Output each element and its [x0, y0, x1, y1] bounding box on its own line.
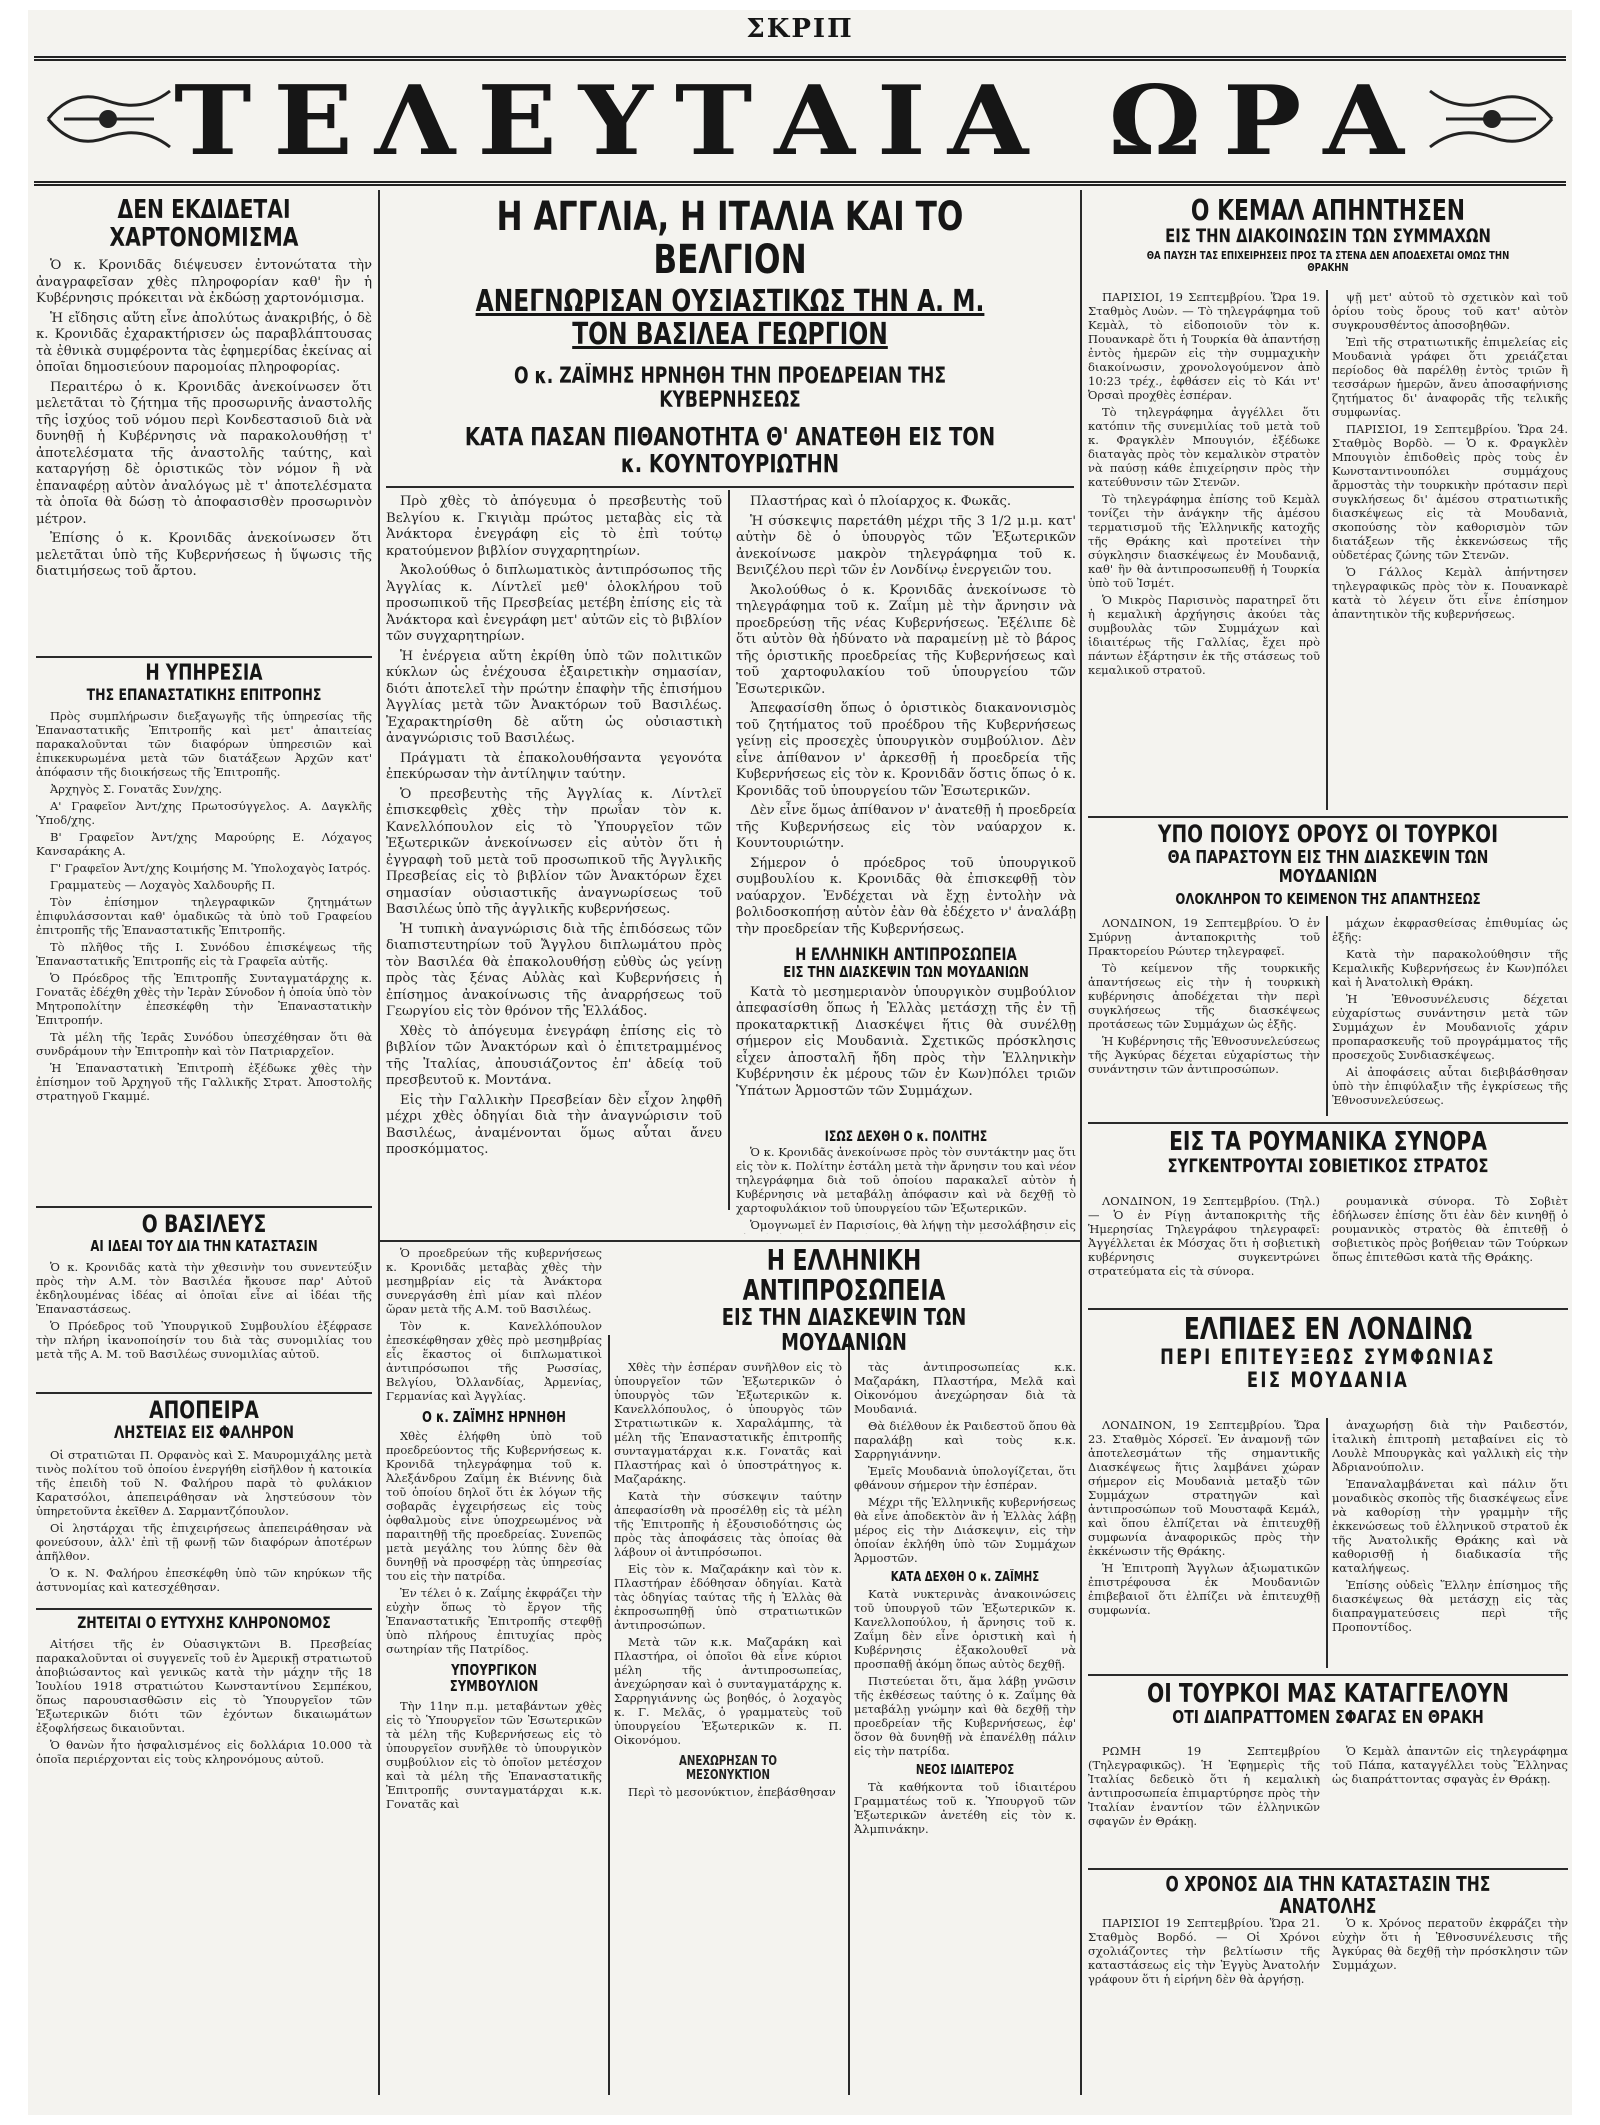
paragraph: Ὁ κ. Χρόνος περατοῦν ἐκφράζει τὴν εὐχὴν ὅτι ἡ Ἐθνοσυνέλευσις τῆς Ἀγκύρας θὰ δεχθῇ τὴν πρόσκλησιν τῶν Συμμάχων. [1332, 1916, 1568, 1972]
paragraph: Τὸ κείμενον τῆς τουρκικῆς ἀπαντήσεως εἰς τὴν ἡ τουρκικὴ κυβέρνησις ἀποδέχεται τὴν περὶ συγκλήσεως τῆς διασκέψεως προτάσεως τῶν Συμμάχων ὡς ἑξῆς. [1088, 961, 1320, 1031]
paragraph: Ὁ θανὼν ἦτο ἠσφαλισμένος εἰς δολλάρια 10.000 τὰ ὁποῖα περιέρχονται εἰς τοὺς κληρονόμους αὐτοῦ. [36, 1738, 372, 1767]
delegation-col2 [854, 1360, 1076, 2090]
paragraph: Β' Γραφεῖον Ἀντ/χης Μαρούρης Ε. Λόχαγος Κανσαράκης Α. [36, 830, 372, 859]
paragraph: Ἡ Κυβέρνησις τῆς Ἐθνοσυνελεύσεως τῆς Ἀγκύρας δέχεται εὐχαρίστως τὴν συνάντησιν τῶν ἀντιπροσώπων. [1088, 1034, 1320, 1076]
paragraph: Ἡ τυπικὴ ἀναγνώρισις διὰ τῆς ἐπιδόσεως τῶν διαπιστευτηρίων τοῦ Ἄγγλου διπλωμάτου πρὸς τὸν Βασιλέα θὰ ἐπακολουθήσῃ εὐθὺς ὡς γείνῃ πρὸς τὰς ξένας Αὐλὰς καὶ Κυβερνήσεις ἡ ἐπίσημος ἀνακοίνωσις τῆς ἀναρρήσεως τοῦ Γεωργίου εἰς τὸν θρόνον τῆς Ἑλλάδος. [386, 921, 722, 1019]
article-robbery-attempt [36, 1398, 372, 1603]
article-elections [1088, 2100, 1089, 2101]
paragraph: Ἡ Ἐπιτροπὴ Ἄγγλων ἀξιωματικῶν ἐπιστρέφουσα ἐκ Μουδανιῶν ἐπιβεβαιοῖ ὅτι ἐλπίζει νὰ ἐπιτευχθῇ συμφωνία. [1088, 1561, 1320, 1617]
article-no-paper-money [36, 196, 372, 651]
paragraph: Α' Γραφεῖον Ἀντ/χης Πρωτοσύγγελος. Α. Δαγκλῆς Ὑποδ/χης. [36, 799, 372, 828]
sub-headline: ΚΑΤΑ ΠΑΣΑΝ ΠΙΘΑΝΟΤΗΤΑ Θ' ΑΝΑΤΕΘΗ ΕΙΣ ΤΟΝ κ. ΚΟΥΝΤΟΥΡΙΩΤΗΝ [464, 421, 996, 478]
headline: ΕΙΣ ΤΗΝ ΔΙΑΣΚΕΨΙΝ ΤΩΝ ΜΟΥΔΑΝΙΩΝ [721, 1305, 967, 1356]
paragraph: Κατὰ νυκτερινὰς ἀνακοινώσεις τοῦ ὑπουργοῦ τῶν Ἐξωτερικῶν κ. Κανελλοπούλου, ἡ ἄρνησις τοῦ κ. Ζαΐμη δὲν εἶνε ὁριστικὴ καὶ ἡ Κυβέρνησις ἐξακολουθεῖ νὰ προσπαθῇ ἀκόμη ὅπως αὐτὸς δεχθῇ. [854, 1587, 1076, 1672]
article-body [854, 1360, 1076, 1565]
column-rule [1080, 190, 1082, 2095]
headline: ΕΙΣ ΤΗΝ ΔΙΑΚΟΙΝΩΣΙΝ ΤΩΝ ΣΥΜΜΑΧΩΝ [1165, 225, 1491, 248]
lead-article-col2 [736, 494, 1076, 1234]
paragraph: ΡΩΜΗ 19 Σεπτεμβρίου (Τηλεγραφικῶς). Ἡ Ἐφημερὶς τῆς Ἰταλίας δεδεικὸ ὅτι ἡ κεμαλικὴ ἀντιπροσωπεία ἐπιμαρτύρησε πρὸς τὴν Ἰταλίαν ἐναντίον τῶν ἑλληνικῶν σφαγῶν ἐν Θράκῃ. [1088, 1744, 1320, 1828]
section-rule [36, 1206, 372, 1208]
headline: ΥΠΟΥΡΓΙΚΟΝ ΣΥΜΒΟΥΛΙΟΝ [449, 1661, 539, 1696]
masthead-ornament-right-icon [1426, 83, 1556, 155]
paragraph: Οἱ ληστάρχαι τῆς ἐπιχειρήσεως ἀπεπειράθησαν νὰ φονεύσουν, ἀλλ' ἐπὶ τῇ φωνῇ τῶν διαφόρων ἀποτέρων ἀπῆλθον. [36, 1521, 372, 1564]
paragraph: Κατὰ τὴν παρακολούθησιν τῆς Κεμαλικῆς Κυβερνήσεως ἐν Κων)πόλει καὶ ἡ Ἀνατολικὴ Θράκη. [1332, 947, 1568, 989]
paragraph: Ἐπὶ τῆς στρατιωτικῆς ἐπιμελείας εἰς Μουδανιὰ γράφει ὅτι χρειάζεται περίοδος θὰ παρέλθῃ ἐντὸς τριῶν ἢ τεσσάρων ἡμερῶν, ἄνευ ἀποσαφήνισης ζητήματος δι' ἀναφορᾶς τῆς τελικῆς συμφωνίας. [1332, 335, 1568, 419]
paragraph: Εἰς τὸν κ. Μαζαράκην καὶ τὸν κ. Πλαστήραν ἐδόθησαν ὁδηγίαι. Κατὰ τὰς ὁδηγίας ταύτας τῆς ἡ Ἑλλὰς θὰ ἐκπροσωπηθῇ ὑπὸ στρατιωτικῶν ἀντιπροσώπων. [614, 1562, 842, 1632]
headline: Η ΕΛΛΗΝΙΚΗ ΑΝΤΙΠΡΟΣΩΠΕΙΑ [742, 1246, 946, 1308]
article-body [36, 1260, 372, 1361]
article-body [854, 1780, 1076, 1836]
paragraph: Ἐπίσης οὐδεὶς Ἕλλην ἐπίσημος τῆς διασκέψεως θὰ μετάσχῃ εἰς τὰς διαπραγματεύσεις περὶ τῆς Προποντίδος. [1332, 1578, 1568, 1634]
article-politis [736, 1130, 1076, 1234]
paragraph: Ἐμεῖς Μουδανιὰ ὑπολογίζεται, ὅτι φθάνουν σήμερον τὴν ἑσπέραν. [854, 1464, 1076, 1492]
paragraph: ρουμανικὰ σύνορα. Τὸ Σοβιὲτ ἐδήλωσεν ἐπίσης ὅτι ἐὰν δὲν κινηθῇ ὁ ρουμανικὸς στρατὸς θὰ ἐπιτεθῇ ὁ σοβιετικὸς πρὸς βοήθειαν τῶν Τούρκων ὅπως ἐπιτεθῶσι κατὰ τῆς Θράκης. [1332, 1194, 1568, 1264]
paragraph: Πλαστήρας καὶ ὁ πλοίαρχος κ. Φωκᾶς. [750, 494, 1012, 509]
article-body [736, 494, 1076, 938]
paragraph: Πρὸ χθὲς τὸ ἀπόγευμα ὁ πρεσβευτὴς τοῦ Βελγίου κ. Γκιγιὰμ πρώτος μεταβὰς εἰς τὰ Ἀνάκτορα ἐνεγράφη εἰς τὸ ἐπὶ τούτῳ κρατούμενον βιβλίον συγχαρητηρίων. [386, 494, 722, 559]
paragraph: Κατὰ τὸ μεσημεριανὸν ὑπουργικὸν συμβούλιον ἀπεφασίσθη ὅπως ἡ Ἑλλὰς μετάσχῃ τῆς ἐν τῇ προκαταρκτικῇ Διασκέψει ἥτις θὰ συνέλθῃ σήμερον εἰς Μουδανιὰ. Σχετικῶς πρόσκλησις εἶχεν ἀποσταλῆ ἤδη πρὸς τὴν Ἑλληνικὴν Κυβέρνησιν ἐκ μέρους τῶν ἐν Κων)πόλει τριῶν Ὑπάτων Ἁρμοστῶν τῶν Συμμάχων. [736, 984, 1076, 1099]
paragraph: Μέχρι τῆς Ἑλληνικῆς κυβερνήσεως θὰ εἶνε ἀποδεκτὸν ἂν ἡ Ἑλλὰς λάβῃ μέρος εἰς τὴν Διάσκεψιν, εἰς τὴν ὁποίαν ἐκλήθη ὑπὸ τῶν Συμμάχων Ἁρμοστῶν. [854, 1495, 1076, 1565]
paragraph: Πιστεύεται ὅτι, ἅμα λάβῃ γνῶσιν τῆς ἐκθέσεως ταύτης ὁ κ. Ζαΐμης θὰ μεταβάλῃ γνώμην καὶ θὰ δεχθῇ τὴν προεδρείαν τῆς Κυβερνήσεως, ἐφ' ὅσον θὰ δυνηθῇ νὰ ἐπανέλθῃ πάλιν εἰς τὴν πατρίδα. [854, 1674, 1076, 1759]
headline: ΙΣΩΣ ΔΕΧΘΗ Ο κ. ΠΟΛΙΤΗΣ [824, 1130, 988, 1145]
terms-col2 [1332, 916, 1568, 1116]
headline: Ο ΒΑΣΙΛΕΥΣ [141, 1212, 267, 1238]
paragraph: Ἡ Ἐθνοσυνέλευσις δέχεται εὐχαρίστως συνάντησιν μετὰ τῶν Συμμάχων ἐν Μουδανιοῖς χάριν προπαρασκευῆς τοῦ προγράμματος τῆς προσεχοῦς Συνδιασκέψεως. [1332, 992, 1568, 1062]
massacres-col2 [1332, 1744, 1568, 1864]
article-committee-service [36, 662, 372, 1202]
paragraph: ψῇ μετ' αὐτοῦ τὸ σχετικὸν καὶ τοῦ ὁρίου τοὺς ὅρους τοῦ κατ' αὐτὸν συγκρουσθέντος ἀποσοβηθῶν. [1332, 290, 1568, 332]
article-body [386, 1429, 602, 1656]
column-rule [1326, 1418, 1328, 1668]
paragraph: Θὰ διέλθουν ἐκ Ραιδεστοῦ ὅπου θὰ παραλάβῃ καὶ τοὺς κ.κ. Σαρρηγιάννην. [854, 1419, 1076, 1461]
newspaper-name: ΣΚΡΙΠ [746, 14, 854, 44]
headline: ΧΑΡΤΟΝΟΜΙΣΜΑ [109, 223, 299, 254]
section-rule [380, 1240, 1080, 1242]
paragraph: ΠΑΡΙΣΙΟΙ, 19 Σεπτεμβρίου. Ὥρα 24. Σταθμὸς Βορδὸ. — Ὁ κ. Φραγκλὲν Μπουγιὸν ἐπιδοθεὶς πρὸς τοὺς ἐν Κωνσταντινουπόλει συμμάχους ἄρμοστὰς τὴν τουρκικὴν πρότασιν περὶ συγκλήσεως δι' ἀμέσου στρατιωτικῆς διασκέψεως εἰς τὰ Μουδανιὰ, σκοπούσης τὸν καθορισμὸν τῶν διατάξεων τῆς ἐκκενώσεως τῆς οὐδετέρας ζώνης τῶν Στενῶν. [1332, 422, 1568, 562]
section-rule [1088, 1308, 1568, 1310]
paragraph: ΛΟΝΔΙΝΟΝ, 19 Σεπτεμβρίου. Ὁ ἐν Σμύρνῃ ἀνταποκριτὴς τοῦ Πρακτορείου Ρώυτερ τηλεγραφεῖ. [1088, 916, 1320, 958]
headline: ΛΗΣΤΕΙΑΣ ΕΙΣ ΦΑΛΗΡΟΝ [113, 1422, 295, 1443]
paragraph: Τὸ τηλεγράφημα ἐπίσης τοῦ Κεμὰλ τονίζει τὴν ἀνάγκην τῆς ἀμέσου τερματισμοῦ τῆς Ἑλληνικῆς κατοχῆς τῆς Θράκης καὶ προτείνει τὴν σύγκλησιν διασκέψεως ἐν Μουδανιᾷ, καθ' ἣν θὰ ἀντιπροσωπευθῇ ἡ Τουρκία ὑπὸ τοῦ Ἰσμέτ. [1088, 492, 1320, 590]
paragraph: Πράγματι τὰ ἐπακολουθήσαντα γεγονότα ἐπεκύρωσαν τὴν ἀντίληψιν ταύτην. [386, 750, 722, 782]
section-rule [1088, 816, 1568, 818]
headline: ΤΗΣ ΕΠΑΝΑΣΤΑΤΙΚΗΣ ΕΠΙΤΡΟΠΗΣ [86, 684, 322, 704]
section-rule [36, 656, 372, 658]
article-massacres-head [1088, 1680, 1568, 1740]
massacres-col1 [1088, 1744, 1320, 1864]
paragraph: Ἀκολούθως ὁ κ. Κρονιδᾶς ἀνεκοίνωσε τὸ τηλεγράφημα τοῦ κ. Ζαΐμη μὲ τὴν ἄρνησιν νὰ προεδρεύσῃ τῆς νέας Κυβερνήσεως. Ἐξέλιπε δὲ ὅτι αὐτὸν θὰ ἠδύνατο νὰ παραμείνῃ μὲ τὸ βάρος τῆς ὁριστικῆς προεδρείας τῆς Κυβερνήσεως καὶ τοῦ χαρτοφυλακίου τοῦ ὑπουργείου τῶν Ἐσωτερικῶν. [736, 582, 1076, 697]
paragraph: Ὁ Κεμὰλ ἀπαντῶν εἰς τηλεγράφημα τοῦ Πάπα, καταγγέλλει τοὺς Ἕλληνας ὡς διαπράττοντας σφαγὰς ἐν Θράκῃ. [1332, 1744, 1568, 1786]
paragraph: Ἡ ἐνέργεια αὕτη ἐκρίθη ὑπὸ τῶν πολιτικῶν κύκλων ὡς ἐνέχουσα ἐξαιρετικὴν σημασίαν, διότι ἀποτελεῖ τὴν πρώτην ἐπαφὴν τῆς ἐπισήμου Ἀγγλίας μετὰ τῶν Ἀνακτόρων τοῦ Βασιλέως. Ἐχαρακτηρίσθη δὲ αὕτη ὡς οὐσιαστικὴ ἀναγνώρισις τοῦ Βασιλέως. [386, 648, 722, 746]
headline: ΟΤΙ ΔΙΑΠΡΑΤΤΟΜΕΝ ΣΦΑΓΑΣ ΕΝ ΘΡΑΚΗ [1172, 1707, 1484, 1729]
section-rule [1088, 1122, 1568, 1124]
paragraph: Ὁ κ. Κρονιδᾶς κατὰ τὴν χθεσινὴν του συνεντεύξιν πρὸς τὴν Α.Μ. τὸν Βασιλέα ἤκουσε παρ' Αὐτοῦ ἐκδηλουμένας ἰδέας αἱ ὁποῖαι εἶνε αἱ ἰδέαι τῆς Ἐπαναστάσεως. [36, 1260, 372, 1317]
times-col1 [1088, 1916, 1320, 2096]
section-rule [36, 1608, 372, 1610]
headline: ΟΛΟΚΛΗΡΟΝ ΤΟ ΚΕΙΜΕΝΟΝ ΤΗΣ ΑΠΑΝΤΗΣΕΩΣ [1175, 889, 1481, 908]
article-body [36, 258, 372, 581]
headline: Ο κ. ΖΑΪΜΗΣ ΗΡΝΗΘΗ [422, 1408, 566, 1426]
terms-col1 [1088, 916, 1320, 1116]
paragraph: Ὁ προεδρεύων τῆς κυβερνήσεως κ. Κρονιδᾶς μεταβὰς χθὲς τὴν μεσημβρίαν εἰς τὰ Ἀνάκτορα συνεργάσθη ἐπὶ μίαν καὶ πλέον ὥραν μετὰ τῆς Α.Μ. τοῦ Βασιλέως. [386, 1246, 602, 1316]
paragraph: Ὁ κ. Κρονιδᾶς ἀνεκοίνωσε πρὸς τὸν συντάκτην μας ὅτι εἰς τὸν κ. Πολίτην ἐστάλη μετὰ τὴν ἄρνησιν του καὶ νέον τηλεγράφημα διὰ τοῦ ὁποίου παρακαλεῖ αὐτὸν ἡ Κυβέρνησις νὰ μεταβάλῃ ἀπόφασιν καὶ νὰ δεχθῇ τὸ χαρτοφυλάκιον τοῦ ὑπουργείου τῶν Ἐξωτερικῶν. [736, 1145, 1076, 1216]
article-greek-delegation [614, 1246, 1074, 1356]
lead-headline: ΑΝΕΓΝΩΡΙΣΑΝ ΟΥΣΙΑΣΤΙΚΩΣ ΤΗΝ Α. Μ. ΤΟΝ ΒΑΣΙΛΕΑ ΓΕΩΡΓΙΟΝ [475, 284, 985, 352]
paragraph: Ὁμογνωμεῖ ἐν Παρισίοις, θὰ λήψῃ τὴν μεσολάβησιν εἰς [750, 1218, 1076, 1233]
headline: ΟΙ ΤΟΥΡΚΟΙ ΜΑΣ ΚΑΤΑΓΓΕΛΟΥΝ [1146, 1680, 1510, 1709]
masthead-title: ΤΕΛΕΥΤΑΙΑ ΩΡΑ [174, 63, 1426, 178]
article-kemal-head [1088, 196, 1568, 286]
delegation-col1 [614, 1360, 842, 2090]
paragraph: Εἰς τὴν Γαλλικὴν Πρεσβείαν δὲν εἶχον ληφθῆ μέχρι χθὲς ὁδηγίαι διὰ τὴν ἀναγνώρισιν τοῦ Βασιλέως, ἀναμένονται ὅμως αὗται ἄνευ προσκόμματος. [386, 1092, 722, 1157]
hopes-col1 [1088, 1418, 1320, 1668]
article-king [36, 1212, 372, 1387]
article-heir-wanted [36, 1614, 372, 1854]
paragraph: Ὁ κ. Ν. Φαλήρου ἐπεσκέφθη ὑπὸ τῶν κηρύκων τῆς ἀστυνομίας καὶ κατεσχέθησαν. [36, 1566, 372, 1595]
paragraph: Τὸ πλῆθος τῆς Ι. Συνόδου ἐπισκέψεως τῆς Ἐπαναστατικῆς Ἐπιτροπῆς εἰς τὰ Γραφεῖα αὐτῆς. [36, 940, 372, 969]
paragraph: ἀναχωρήσῃ διὰ τὴν Ραιδεστόν, ἰταλικὴ ἐπιτροπὴ μεταβαίνει εἰς τὸ Λουλὲ Μπουργκὰς καὶ γαλλικὴ εἰς τὴν Ἀδριανούπολιν. [1332, 1418, 1568, 1474]
times-col2 [1332, 1916, 1568, 2096]
article-body [36, 1448, 372, 1594]
headline [1088, 2100, 1089, 2101]
headline: ΕΙΣ ΜΟΥΔΑΝΙΑ [1246, 1368, 1410, 1393]
headline: ΑΝΕΧΩΡΗΣΑΝ ΤΟ ΜΕΣΟΝΥΚΤΙΟΝ [679, 1754, 777, 1784]
paragraph: Ὁ Πρόεδρος τῆς Ἐπιτροπῆς Συνταγματάρχης κ. Γονατᾶς ἐδέχθη χθὲς τὴν Ἱερὰν Σύνοδον ἡ ὁποία ὑπὸ τὸν Μητροπολίτην ἐπεσκέφθη τὴν Ἐπαναστατικὴν Ἐπιτροπήν. [36, 971, 372, 1028]
headline: ΕΙΣ ΤΑ ΡΟΥΜΑΝΙΚΑ ΣΥΝΟΡΑ [1169, 1128, 1487, 1157]
paragraph: Γ' Γραφεῖον Ἀντ/χης Κοιμήσης Μ. Ὑπολοχαγὸς Ιατρός. [50, 861, 371, 876]
paragraph: ΠΑΡΙΣΙΟΙ 19 Σεπτεμβρίου. Ὥρα 21. Σταθμὸς Βορδό. — Οἱ Χρόνοι σχολιάζοντες τὴν βελτίωσιν τῆς καταστάσεως εἰς τὴν Ἐγγὺς Ἀνατολήν γράφουν ὅτι ἡ εἰρήνη δὲν θὰ ἀργήσῃ. [1088, 1916, 1320, 1986]
paragraph: Χθὲς τὸ ἀπόγευμα ἐνεγράφη ἐπίσης εἰς τὸ βιβλίον τῶν Ἀνακτόρων καὶ ὁ ἐπιτετραμμένος τῆς Ἰταλίας, ἀπουσιάζοντος ἐπ' ἀδείᾳ τοῦ πρεσβευτοῦ κ. Μοντάνα. [386, 1023, 722, 1088]
paragraph: Μετὰ τῶν κ.κ. Μαζαράκη καὶ Πλαστήρα, οἱ ὁποῖοι θὰ εἶνε κύριοι μέλη τῆς ἀντιπροσωπείας, ἀνεχώρησαν καὶ ὁ συνταγματάρχης κ. Σαρρηγιάννης ὡς βοηθός, ὁ λοχαγὸς κ. Γ. Μελᾶς, ὁ γραμματεὺς τοῦ ὑπουργείου Ἐξωτερικῶν κ. Π. Οἰκονόμου. [614, 1635, 842, 1747]
paragraph: Πρὸς συμπλήρωσιν διεξαγωγῆς τῆς ὑπηρεσίας τῆς Ἐπαναστατικῆς Ἐπιτροπῆς καὶ μετ' ἀπαιτείας παρακαλοῦνται τῶν διαφόρων ὑπηρεσιῶν καὶ ἐπικεκυρωμένα μετὰ τῶν διατάξεων Ἀρχῶν κατ' ἀπόφασιν τῆς διοικήσεως τῆς Ἐπιτροπῆς. [36, 709, 372, 780]
headline: ΔΕΝ ΕΚΔΙΔΕΤΑΙ [117, 196, 291, 225]
headline: ΑΙ ΙΔΕΑΙ ΤΟΥ ΔΙΑ ΤΗΝ ΚΑΤΑΣΤΑΣΙΝ [90, 1236, 318, 1255]
masthead-ornament-left-icon [44, 83, 174, 155]
paragraph: Ἐπίσης ὁ κ. Κρονιδᾶς ἀνεκοίνωσεν ὅτι μελετᾶται ὑπὸ τῆς Κυβερνήσεως ἡ ὕψωσις τῆς διατιμήσεως τοῦ ἄρτου. [36, 531, 372, 580]
headline: ΠΕΡΙ ΕΠΙΤΕΥΞΕΩΣ ΣΥΜΦΩΝΙΑΣ [1160, 1345, 1496, 1370]
column-rule [728, 490, 730, 1210]
column-rule [378, 190, 380, 2095]
headline: ΥΠΟ ΠΟΙΟΥΣ ΟΡΟΥΣ ΟΙ ΤΟΥΡΚΟΙ [1157, 822, 1499, 848]
paragraph: Τὸ τηλεγράφημα ἀγγέλλει ὅτι κατόπιν τῆς συνεμιλίας τοῦ μετὰ τοῦ κ. Φραγκλὲν Μπουγιόν, ἐξέδωκε διαταγὰς πρὸς τὸν κεμαλικὸν στρατὸν νὰ παύσῃ κάθε ἐπιχείρησιν πρὸς τὴν κατεύθυνσιν τῶν Στενῶν. [1088, 405, 1320, 489]
column-rule [1326, 916, 1328, 1116]
headline: ΖΗΤΕΙΤΑΙ Ο ΕΥΤΥΧΗΣ ΚΛΗΡΟΝΟΜΟΣ [77, 1614, 331, 1632]
article-body [36, 1637, 372, 1766]
paragraph: Ἡ Ἐπαναστατικὴ Ἐπιτροπὴ ἐξέδωκε χθὲς τὴν ἐπίσημον τοῦ Ἀρχηγοῦ τῆς Γαλλικῆς Στρατ. Ἀποστολῆς στρατηγοῦ Γκαμμέ. [36, 1061, 372, 1104]
paragraph: Ὁ Γάλλος Κεμὰλ ἀπήντησεν τηλεγραφικῶς πρὸς τὸν κ. Πουανκαρὲ κατὰ τὸ λέγειν ὅτι εἶνε ἐπίσημον ἀπαντητικὸν τῆς κυβερνήσεως. [1332, 565, 1568, 621]
lead-headline: Η ΑΓΓΛΙΑ, Η ΙΤΑΛΙΑ ΚΑΙ ΤΟ ΒΕΛΓΙΟΝ [496, 196, 964, 284]
paragraph: Χθὲς τὴν ἑσπέραν συνῆλθον εἰς τὸ ὑπουργεῖον τῶν Ἐξωτερικῶν ὁ ὑπουργὸς τῶν Ἐξωτερικῶν κ. Κανελλόπουλος, ὁ ὑπουργὸς τῶν Στρατιωτικῶν κ. Χαραλάμπης, τὰ μέλη τῆς Ἐπαναστατικῆς ἐπιτροπῆς συνταγματάρχαι κ.κ. Γονατᾶς καὶ Πλαστήρας καὶ ὁ ὑποστράτηγος κ. Μαζαράκης. [614, 1360, 842, 1486]
paragraph: Ὁ πρεσβευτὴς τῆς Ἀγγλίας κ. Λίντλεϊ ἐπισκεφθεὶς χθὲς τὴν πρωΐαν τὸν κ. Κανελλόπουλον εἰς τὸ Ὑπουργεῖον τῶν Ἐξωτερικῶν ἀνεκοίνωσεν εἰς αὐτὸν ὅτι ἡ ἐγγραφὴ τοῦ μετὰ τοῦ προσωπικοῦ τῆς Ἀγγλικῆς Πρεσβείας εἰς τὸ βιβλίον τῶν Ἀνακτόρων ἔχει σημασίαν οὐσιαστικῆς ἀναγνωρίσεως τοῦ Βασιλέως ὑπὸ τῆς ἀγγλικῆς κυβερνήσεως. [386, 786, 722, 917]
article-times-head [1088, 1874, 1568, 1914]
paragraph: Τὰ καθήκοντα τοῦ ἰδιαιτέρου Γραμματέως τοῦ κ. Ὑπουργοῦ τῶν Ἐξωτερικῶν ἀνετέθη εἰς τὸν κ. Ἀλμπινάκην. [854, 1780, 1076, 1837]
paragraph: Ἐπαναλαμβάνεται καὶ πάλιν ὅτι μοναδικὸς σκοπὸς τῆς διασκέψεως εἶνε νὰ καθορίσῃ τὴν γραμμὴν τῆς ἐκκενώσεως τοῦ ἑλληνικοῦ στρατοῦ ἐκ τῆς Ἀνατολικῆς Θράκης καὶ νὰ καθορισθῇ ἡ διαδικασία τῆς καταλήψεως. [1332, 1477, 1568, 1575]
paragraph: Τὴν 11ην π.μ. μεταβάντων χθὲς εἰς τὸ Ὑπουργεῖον τῶν Ἐσωτερικῶν τὰ μέλη τῆς Κυβερνήσεως εἰς τὸ ὑπουργεῖον συνῆλθε τὸ ὑπουργικὸν συμβούλιον εἰς τὸ ὁποῖον μετέσχον καὶ τὰ μέλη τῆς Ἐπαναστατικῆς Ἐπιτροπῆς συνταγματάρχαι κ.κ. Γονατᾶς καὶ [386, 1698, 602, 1811]
headline: ΚΑΤΑ ΔΕΧΘΗ Ο κ. ΖΑΪΜΗΣ [890, 1570, 1040, 1585]
article-body [386, 1246, 602, 1403]
paragraph: ΛΟΝΔΙΝΟΝ, 19 Σεπτεμβρίου. Ὥρα 23. Σταθμὸς Χόρσεϊ. Ἐν ἀναμονῇ τῶν ἀποτελεσμάτων τῆς σημαντικῆς Διασκέψεως ἥτις λαμβάνει χώραν σήμερον εἰς Μουδανιὰ μεταξὺ τῶν Συμμάχων στρατηγῶν καὶ ἀντιπροσώπων τοῦ Μουσταφᾶ Κεμάλ, καὶ ὅπου ἐλπίζεται νὰ ἐπιτευχθῇ συμφωνία ἀναφορικῶς πρὸς τὴν ἐκκένωσιν τῆς Θράκης. [1088, 1418, 1320, 1558]
headline: ΘΑ ΠΑΥΣΗ ΤΑΣ ΕΠΙΧΕΙΡΗΣΕΙΣ ΠΡΟΣ ΤΑ ΣΤΕΝΑ ΔΕΝ ΑΠΟΔΕΧΕΤΑΙ ΟΜΩΣ ΤΗΝ ΘΡΑΚΗΝ [1146, 248, 1510, 274]
paragraph: τὰς ἀντιπροσωπείας κ.κ. Μαζαράκη, Πλαστήρα, Μελᾶ καὶ Οἰκονόμου ἀνεχώρησαν διὰ τὰ Μουδανιά. [854, 1360, 1076, 1416]
headline: Η ΕΛΛΗΝΙΚΗ ΑΝΤΙΠΡΟΣΩΠΕΙΑ [795, 945, 1017, 965]
headline: ΕΛΠΙΔΕΣ ΕΝ ΛΟΝΔΙΝΩ [1183, 1314, 1473, 1347]
paragraph: Χθὲς ἐλήφθη ὑπὸ τοῦ προεδρεύοντος τῆς Κυβερνήσεως κ. Κρονιδᾶ τηλεγράφημα τοῦ κ. Ἀλεξάνδρου Ζαΐμη ἐκ Βιέννης διὰ τοῦ ὁποίου δηλοῖ ὅτι ἐκ λόγων τῆς σοβαρᾶς ἐγχειρήσεως εἰς τοὺς ὀφθαλμοὺς εἶνε ὑποχρεωμένος νὰ παραιτηθῇ τῆς προεδρείας. Συνεπῶς μετὰ μεγάλης του λύπης δὲν θὰ δυνηθῇ νὰ προσφέρῃ τὰς ὑπηρεσίας του εἰς τὴν πατρίδα. [386, 1429, 602, 1584]
paragraph: Δὲν εἶνε ὅμως ἀπίθανον ν' ἀνατεθῇ ἡ προεδρεία τῆς Κυβερνήσεως εἰς τὸν ναύαρχον κ. Κουντουριώτην. [736, 803, 1076, 851]
paragraph: Ἐν τέλει ὁ κ. Ζαΐμης ἐκφράζει τὴν εὐχὴν ὅπως τὸ ἔργον τῆς Ἐπαναστατικῆς Ἐπιτροπῆς στεφθῇ ὑπὸ πλήρους ἐπιτυχίας πρὸς σωτηρίαν τῆς Πατρίδος. [386, 1586, 602, 1657]
paragraph: ΠΑΡΙΣΙΟΙ, 19 Σεπτεμβρίου. Ὥρα 19. Σταθμὸς Λυὼν. — Τὸ τηλεγράφημα τοῦ Κεμὰλ, τὸ εἰδοποιοῦν τὸν κ. Πουανκαρὲ ὅτι ἡ Τουρκία θὰ ἀπαντήσῃ ἐντὸς ἡμερῶν εἰς τὴν συμμαχικὴν διακοίνωσιν, χρονολογούμενον ἀπὸ 10:23 τρέχ., ἐφθάσεν εἰς τὸ Κάι ντ' Ὀρσαὶ προχθὲς ἑσπέραν. [1088, 290, 1320, 402]
sub-headline: Ο κ. ΖΑΪΜΗΣ ΗΡΝΗΘΗ ΤΗΝ ΠΡΟΕΔΡΕΙΑΝ ΤΗΣ ΚΥΒΕΡΝΗΣΕΩΣ [513, 364, 947, 413]
headline: ΘΑ ΠΑΡΑΣΤΟΥΝ ΕΙΣ ΤΗΝ ΔΙΑΣΚΕΨΙΝ ΤΩΝ ΜΟΥΔΑΝΙΩΝ [1167, 846, 1489, 888]
headline: ΣΥΓΚΕΝΤΡΟΥΤΑΙ ΣΟΒΙΕΤΙΚΟΣ ΣΤΡΑΤΟΣ [1167, 1155, 1489, 1178]
lead-headline-block [386, 196, 1074, 486]
column-rule [1326, 290, 1328, 810]
masthead [34, 56, 1566, 186]
hopes-col2 [1332, 1418, 1568, 1668]
article-london-hopes-head [1088, 1314, 1568, 1414]
paragraph: Ἀρχηγὸς Σ. Γονατᾶς Συν/χης. [50, 782, 223, 797]
article-body [736, 985, 1076, 1101]
article-body [854, 1587, 1076, 1758]
paragraph: Περὶ τὸ μεσονύκτιον, ἐπεβάσθησαν [628, 1785, 836, 1800]
lead-article-col1 [386, 494, 722, 1234]
article-body [386, 1699, 602, 1811]
paragraph: Ὁ Μικρὸς Παρισινὸς παρατηρεῖ ὅτι ἡ κεμαλικὴ ἀρχήγησις ἀκούει τὰς συμβουλὰς τῶν Συμμάχων καὶ ἰδιαιτέρως τῆς Γαλλίας, ἔχει πρὸ πάντων ἐξάρτησιν ἐκ τῆς στάσεως τοῦ κεμαλικοῦ στρατοῦ. [1088, 593, 1320, 677]
headline: ΝΕΟΣ ΙΔΙΑΙΤΕΡΟΣ [915, 1763, 1015, 1779]
kemal-col2 [1332, 290, 1568, 810]
paragraph: ΛΟΝΔΙΝΟΝ, 19 Σεπτεμβρίου. (Τηλ.) — Ὁ ἐν Ρίγῃ ἀνταποκριτὴς τῆς Ἡμερησίας Τηλεγράφου τηλεγραφεῖ: Ἀγγέλλεται ἐκ Μόσχας ὅτι ἡ σοβιετικὴ κυβέρνησις συγκεντρώνει στρατεύματα εἰς τὰ σύνορα. [1088, 1194, 1320, 1278]
headline: ΑΠΟΠΕΙΡΑ [149, 1398, 259, 1424]
section-rule [1088, 1674, 1568, 1676]
paragraph: μάχων ἐκφρασθείσας ἐπιθυμίας ὡς ἑξῆς: [1332, 916, 1568, 944]
paragraph: Τὸν κ. Κανελλόπουλον ἐπεσκέφθησαν χθὲς πρὸ μεσημβρίας εἷς ἕκαστος οἱ διπλωματικοὶ ἀντιπρόσωποι τῆς Ρωσσίας, Βελγίου, Ὀλλανδίας, Ἀρμενίας, Γερμανίας καὶ Ἀγγλίας. [386, 1319, 602, 1403]
paragraph: Ὁ Πρόεδρος τοῦ Ὑπουργικοῦ Συμβουλίου ἐξέφρασε τὴν πλήρη ἱκανοποίησίν του διὰ τὰς συνομιλίας του μετὰ τῆς Α. Μ. τοῦ Βασιλέως συνομιλίας αὐτοῦ. [36, 1319, 372, 1362]
newspaper-page [28, 10, 1572, 2115]
paragraph: Περαιτέρω ὁ κ. Κρονιδᾶς ἀνεκοίνωσεν ὅτι μελετᾶται τὸ ζήτημα τῆς προσωρινῆς ἀναστολῆς τῆς ἰσχύος τοῦ νόμου περὶ Κονδεστασιοῦ διὰ νὰ δυνηθῇ ἡ Κυβέρνησις νὰ παρακολουθήσῃ τ' ἀποτελέσματα τῆς ἀναστολῆς ταύτης, καὶ καταργήσῃ δὲ ὁριστικῶς τὸν νόμον ἢ νὰ ἐπαναφέρῃ αὐτὸν ἀναλόγως μὲ τ' ἀποτελέσματα τὰ ὁποῖα θὰ δώσῃ τὸ ἀποφασισθὲν προσωρινὸν μέτρον. [36, 379, 372, 527]
paragraph: Ἡ εἴδησις αὕτη εἶνε ἀπολύτως ἀνακριβής, ὁ δὲ κ. Κρονιδᾶς ἐχαρακτήρισεν ὡς παραβλάπτουσας τὰ ἐθνικὰ συμφέροντα τὰς ἐφημερίδας ἐκείνας αἱ ὁποῖαι δημοσιεύουν παρομοίας πληροφορίας. [36, 310, 372, 376]
headline: Ο ΧΡΟΝΟΣ ΔΙΑ ΤΗΝ ΚΑΤΑΣΤΑΣΙΝ ΤΗΣ ΑΝΑΤΟΛΗΣ [1165, 1874, 1491, 1914]
article-romania-head [1088, 1128, 1568, 1192]
section-rule [386, 486, 1074, 488]
headline: Η ΥΠΗΡΕΣΙΑ [145, 662, 263, 686]
section-rule [36, 1392, 372, 1394]
romania-col2 [1332, 1194, 1568, 1304]
kemal-col1 [1088, 290, 1320, 810]
paragraph: Τὰ μέλη τῆς Ἱερᾶς Συνόδου ὑπεσχέθησαν ὅτι θὰ συνδράμουν τὴν Ἐπιτροπὴν καὶ τὸν Πατριαρχεῖον. [36, 1030, 372, 1059]
paragraph: Αἰτήσει τῆς ἐν Οὐασιγκτῶνι Β. Πρεσβείας παρακαλοῦνται οἱ συγγενεῖς τοῦ ἐν Ἀμερικῇ στρατιωτοῦ ἀποβιώσαντος καὶ γενικῶς κατὰ τὴν μάχην τῆς 18 Ἰουλίου 1918 στρατιώτου Κωνσταντίνου Σεμπέκου, ὅπως παρουσιασθῶσιν εἰς τὸ Ὑπουργεῖον τῶν Ἐξωτερικῶν διότι τῶν ἐχόντων δικαιωμάτων ἐξοφλήσεως δικαιοῦνται. [36, 1637, 372, 1736]
headline: ΕΙΣ ΤΗΝ ΔΙΑΣΚΕΨΙΝ ΤΩΝ ΜΟΥΔΑΝΙΩΝ [783, 963, 1029, 982]
lead-article-continued [386, 1246, 602, 2096]
paragraph: Αἱ ἀποφάσεις αὗται διεβιβάσθησαν ὑπὸ τὴν ἐπιφύλαξιν τῆς ἐγκρίσεως τῆς Ἐθνοσυνελεύσεως. [1332, 1065, 1568, 1107]
headline: Ο ΚΕΜΑΛ ΑΠΗΝΤΗΣΕΝ [1190, 196, 1466, 227]
romania-col1 [1088, 1194, 1320, 1304]
paragraph: Γραμματεὺς — Λοχαγὸς Χαλδουρῆς Π. [50, 878, 276, 893]
section-rule [1088, 1868, 1568, 1870]
paragraph: Ὁ κ. Κρονιδᾶς διέψευσεν ἐντονώτατα τὴν ἀναγραφεῖσαν χθὲς πληροφορίαν καθ' ἣν ἡ Κυβέρνησις πρόκειται νὰ ἐκδώσῃ χαρτονόμισμα. [36, 258, 372, 307]
paragraph: Σήμερον ὁ πρόεδρος τοῦ ὑπουργικοῦ συμβουλίου κ. Κρονιδᾶς θὰ ἐπισκεφθῇ τὸν ναύαρχον. Ἐνδέχεται νὰ ἔχῃ ἐντολὴν νὰ βολιδοσκοπήσῃ αὐτὸν ἐὰν θὰ ἐδέχετο ν' ἀναλάβῃ τὴν προεδρείαν τῆς Κυβερνήσεως. [736, 855, 1076, 937]
paragraph: Τὸν ἐπίσημον τηλεγραφικῶν ζητημάτων ἐπιφυλάσσονται καθ' ὁμαδικῶς τὰ ὑπὸ τοῦ Γραφείου ἐπιτροπῆς τῆς Ἐπαναστατικῆς Ἐπιτροπῆς. [36, 895, 372, 938]
article-body [736, 1145, 1076, 1234]
paragraph: Ἡ σύσκεψις παρετάθη μέχρι τῆς 3 1/2 μ.μ. κατ' αὐτὴν δὲ ὁ ὑπουργὸς τῶν Ἐξωτερικῶν ἀνεκοίνωσε μακρὸν τηλεγράφημα τοῦ κ. Βενιζέλου περὶ τῶν ἐν Λονδίνῳ ἐνεργειῶν του. [736, 513, 1076, 578]
paragraph: Οἱ στρατιῶται Π. Ορφανὸς καὶ Σ. Μαυρομιχάλης μετὰ τινὸς πολίτου τοῦ ὁποίου ἐνεργήθη εἰσῆλθον ἡ κατοικία τῆς ἐπειδὴ τοῦ Ν. Φαλήρου παρὰ τὸ φυλάκιον Καρατσόλοι, ἀπεπειράθησαν νὰ ληστεύσουν τὸν ὑπηρετοῦντα ἐκεῖθεν Δ. Σαρμαντζόπουλον. [36, 1448, 372, 1519]
column-rule [608, 1335, 610, 2095]
paragraph: Κατὰ τὴν σύσκεψιν ταύτην ἀπεφασίσθη νὰ προσέλθῃ εἰς τὰ μέλη τῆς Ἐπιτροπῆς ἡ ἐξουσιοδότησις ὡς πρὸς τὰς ἀποφάσεις τὰς ὁποίας θὰ λάβουν οἱ ἀντιπρόσωποι. [614, 1489, 842, 1559]
paragraph: Ἀπεφασίσθη ὅπως ὁ ὁριστικὸς διακανονισμὸς τοῦ ζητήματος τοῦ προέδρου τῆς Κυβερνήσεως γείνῃ εἰς προσεχὲς ὑπουργικὸν συμβούλιον. Δὲν εἶνε ἀπίθανον ν' ἀρκεσθῇ ἡ προεδρεία τῆς Κυβερνήσεως εἰς τὸν κ. Κρονιδᾶν ὅστις ὅπως ὁ κ. Κρονιδᾶς τοῦ ὑπουργείου τῶν Ἐσωτερικῶν. [736, 701, 1076, 799]
column-rule [848, 1335, 850, 2095]
article-body [36, 709, 372, 1103]
paragraph: Ἀκολούθως ὁ διπλωματικὸς ἀντιπρόσωπος τῆς Ἀγγλίας κ. Λίντλεϊ μεθ' ὁλοκλήρου τοῦ προσωπικοῦ τῆς Πρεσβείας μετέβη ἐπίσης εἰς τὰ Ἀνάκτορα καὶ ἐνεγράφη μετ' αὐτῶν εἰς τὸ βιβλίον τῶν συγχαρητηρίων. [386, 563, 722, 644]
article-terms-head [1088, 822, 1568, 912]
